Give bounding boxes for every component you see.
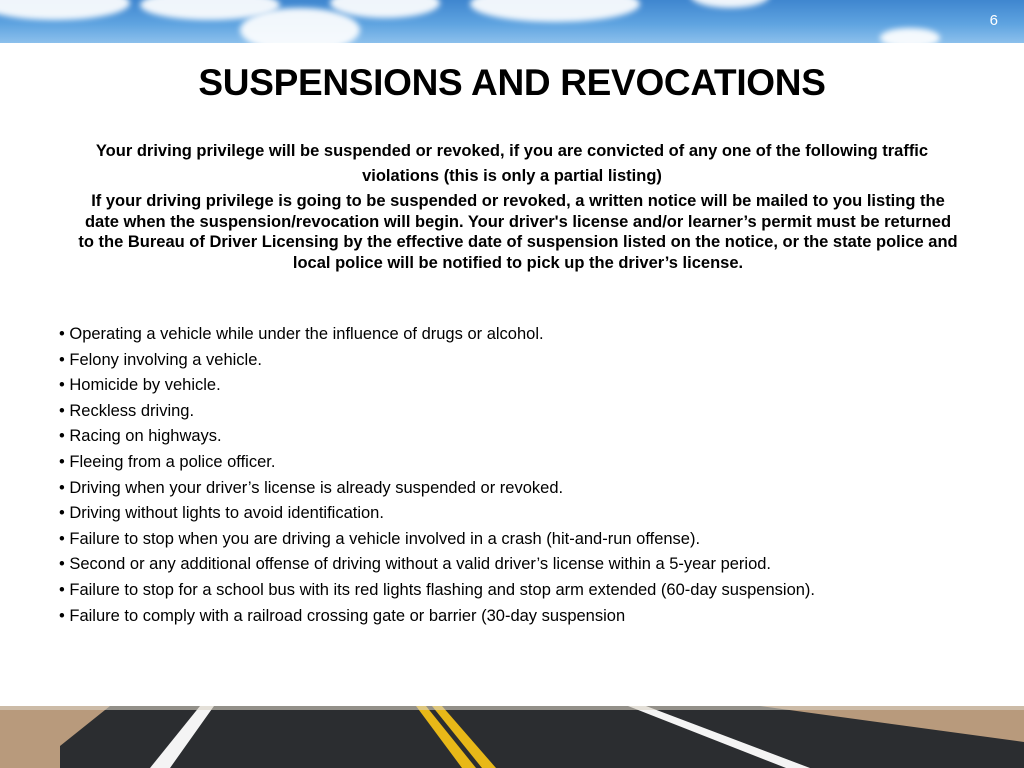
- list-item: • Failure to stop when you are driving a vehicle involved in a crash (hit-and-run offense).: [59, 529, 701, 548]
- page-title: SUSPENSIONS AND REVOCATIONS: [198, 62, 826, 103]
- list-item: • Driving when your driver’s license is already suspended or revoked.: [59, 478, 564, 497]
- list-item: • Reckless driving.: [59, 401, 195, 420]
- cloud: [690, 0, 770, 8]
- cloud: [0, 0, 130, 20]
- horizon-haze: [0, 706, 1024, 710]
- cloud: [470, 0, 640, 22]
- list-item: • Fleeing from a police officer.: [59, 452, 276, 471]
- list-item: • Failure to stop for a school bus with its red lights flashing and stop arm extended (60-day suspension).: [59, 580, 816, 599]
- road-image: [0, 706, 1024, 768]
- list-item: • Failure to comply with a railroad crossing gate or barrier (30-day suspension: [59, 606, 626, 625]
- cloud: [880, 28, 940, 43]
- list-item: • Felony involving a vehicle.: [59, 350, 262, 369]
- slide-number: 6: [989, 12, 998, 29]
- list-item: • Homicide by vehicle.: [59, 376, 221, 395]
- violation-list: [59, 322, 999, 629]
- cloud: [240, 8, 360, 43]
- intro-text: Your driving privilege will be suspended or revoked, if you are convicted of any one of the following traffic violations (this is only a partial listing): [95, 142, 929, 185]
- list-item: • Driving without lights to avoid identification.: [59, 504, 384, 523]
- list-item: • Racing on highways.: [59, 427, 222, 446]
- list-item: • Operating a vehicle while under the influence of drugs or alcohol.: [59, 325, 544, 343]
- notice-paragraph: If your driving privilege is going to be suspended or revoked, a written notice will be mailed to you listing the date when the suspension/revocation will begin. Your driver's license and/or learner’s permit must be returned to the Bureau of Driver Licensing by the effective date of suspension listed on the notice, or the state police and local police will be notified to pick up the driver’s license.: [78, 192, 958, 272]
- road-banner: [0, 706, 1024, 768]
- list-item: • Second or any additional offense of driving without a valid driver’s license within a 5-year period.: [59, 555, 772, 574]
- sky-banner: [0, 0, 1024, 43]
